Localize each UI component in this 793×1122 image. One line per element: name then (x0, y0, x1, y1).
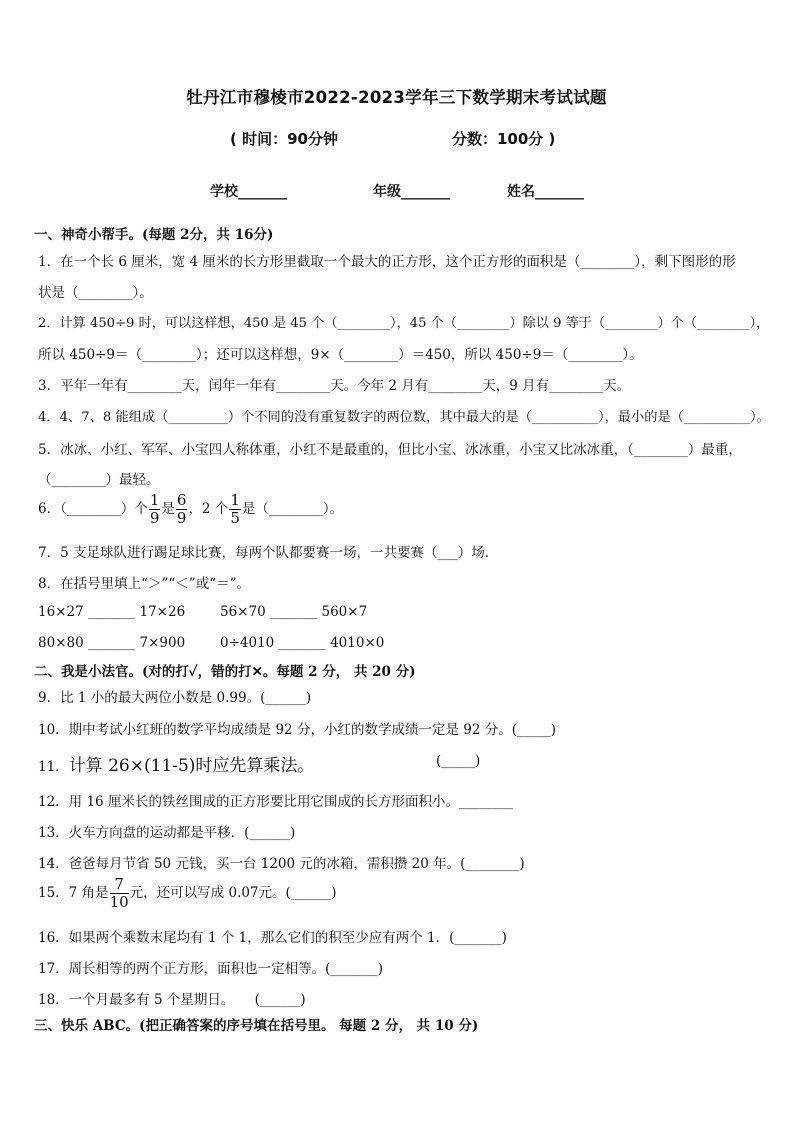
compare-row-1-right: 56×70 _______ 560×7 (220, 604, 368, 620)
fraction-one-ninth (149, 493, 161, 526)
fraction-denominator: 10 (109, 893, 129, 911)
question-9: 9．比 1 小的最大两位小数是 0.99。(______) (38, 690, 312, 706)
question-3: 3．平年一年有________天，闰年一年有________天。今年 2 月有________天，9 月有________天。 (38, 378, 631, 394)
fraction-seven-tenths (110, 877, 129, 910)
question-7: 7．5 支足球队进行踢足球比赛，每两个队都要赛一场，一共要赛（___）场. (38, 545, 490, 561)
question-6-text-2: ，2 个 (188, 501, 229, 517)
question-18: 18．一个月最多有 5 个星期日。 (______) (38, 992, 306, 1008)
question-8: 8．在括号里填上“＞”“＜”或“＝”。 (38, 576, 250, 592)
fraction-numerator: 1 (149, 491, 160, 509)
question-15-prefix: 15．7 角是 (38, 885, 109, 901)
question-13: 13．火车方向盘的运动都是平移．(______) (38, 825, 296, 841)
section-3-heading: 三、快乐 ABC。(把正确答案的序号填在括号里。 每题 2 分， 共 10 分) (34, 1018, 479, 1034)
question-12: 12．用 16 厘米长的铁丝围成的正方形要比用它围成的长方形面积小。________ (38, 794, 513, 810)
section-2-heading: 二、我是小法官。(对的打✓，错的打✕。每题 2 分， 共 20 分) (34, 664, 416, 680)
question-15-suffix: 元，还可以写成 0.07元。(______) (129, 885, 337, 901)
fraction-numerator: 1 (230, 491, 240, 509)
fraction-denominator: 9 (176, 509, 187, 527)
question-11 (38, 751, 314, 776)
school-field: 学校_______ (210, 184, 287, 200)
grade-field: 年级_______ (373, 184, 450, 200)
page-title: 牡丹江市穆棱市2022-2023学年三下数学期末考试试题 (186, 88, 607, 107)
fraction-numerator: 7 (110, 877, 129, 894)
question-10: 10．期中考试小红班的数学平均成绩是 92 分，小红的数学成绩一定是 92 分。(_____) (38, 722, 556, 738)
question-6 (38, 493, 343, 526)
question-16: 16．如果两个乘数末尾均有 1 个 1，那么它们的积至少应有两个 1．(_______) (38, 930, 507, 946)
compare-row-2-left: 80×80 _______ 7×900 (38, 635, 186, 651)
question-1-line-2: 状是（________）。 (38, 285, 153, 301)
question-1-line-1: 1．在一个长 6 厘米，宽 4 厘米的长方形里截取一个最大的正方形，这个正方形的面积是（________），剩下图形的形 (38, 254, 736, 270)
question-2-line-1: 2．计算 450÷9 时，可以这样想，450 是 45 个（________），45 个（________）除以 9 等于（________）个（________）， (38, 316, 770, 331)
question-6-suffix: 是（________）。 (241, 501, 344, 517)
question-15 (38, 877, 337, 910)
fraction-denominator: 5 (230, 509, 240, 527)
fraction-denominator: 9 (149, 509, 160, 527)
question-14: 14．爸爸每月节省 50 元钱，买一台 1200 元的冰箱，需积攒 20 年。(________) (38, 856, 525, 872)
compare-row-1-left: 16×27 _______ 17×26 (38, 604, 186, 620)
exam-time: ( 时间：90分钟 (230, 130, 338, 148)
question-6-prefix: 6．（________）个 (38, 501, 148, 517)
question-4: 4．4、7、8 能组成（_________）个不同的没有重复数字的两位数，其中最大的是（__________），最小的是（__________）。 (38, 410, 770, 425)
question-5-line-2: （________）最轻。 (38, 472, 160, 488)
section-1-heading: 一、神奇小帮手。(每题 2分，共 16分) (34, 227, 274, 243)
compare-row-2-right: 0÷4010 _______ 4010×0 (220, 635, 385, 651)
fraction-six-ninths (176, 493, 188, 526)
question-11-text: 计算 26×(11-5)时应先算乘法。 (68, 756, 315, 776)
question-5-line-1: 5．冰冰、小红、军军、小宝四人称体重，小红不是最重的，但比小宝、冰冰重，小宝又比冰冰重，（________）最重， (38, 442, 742, 458)
fraction-numerator: 6 (176, 491, 187, 509)
name-field: 姓名_______ (507, 184, 584, 200)
question-6-text-1: 是 (161, 501, 175, 517)
question-2-line-2: 所以 450÷9＝（________）；还可以这样想，9×（________）＝450，所以 450÷9＝（________）。 (38, 347, 643, 363)
question-17: 17．周长相等的两个正方形，面积也一定相等。(_______) (38, 961, 383, 977)
question-11-answer-blank: (_____) (436, 753, 481, 769)
exam-score: 分数：100分 ) (452, 130, 556, 148)
fraction-one-fifth (229, 493, 241, 526)
question-11-number: 11． (38, 759, 69, 775)
